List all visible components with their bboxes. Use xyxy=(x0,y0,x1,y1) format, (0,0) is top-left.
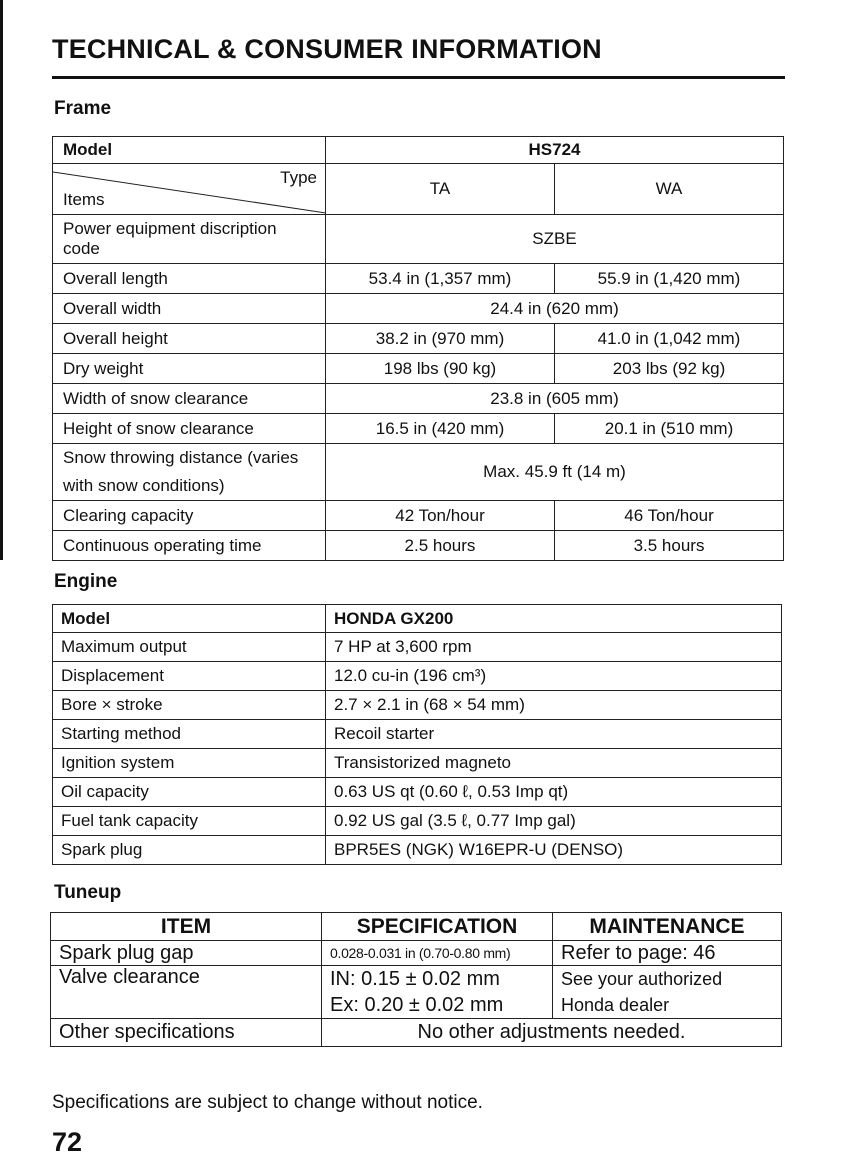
engine-row-label: Maximum output xyxy=(53,633,326,662)
tuneup-row xyxy=(51,966,782,1019)
engine-row xyxy=(53,633,782,662)
frame-row-ta-value: 38.2 in (970 mm) xyxy=(326,324,555,354)
valve-spec-ex: Ex: 0.20 ± 0.02 mm xyxy=(330,994,504,1016)
page-title: TECHNICAL & CONSUMER INFORMATION xyxy=(52,34,602,64)
frame-row-wa-value: 20.1 in (510 mm) xyxy=(555,414,784,444)
frame-model-value: HS724 xyxy=(326,137,784,164)
engine-row-value: 7 HP at 3,600 rpm xyxy=(326,633,782,662)
frame-row-shared-value: SZBE xyxy=(326,215,784,264)
frame-row xyxy=(53,414,784,444)
frame-row-wa-value: 46 Ton/hour xyxy=(555,501,784,531)
engine-row xyxy=(53,691,782,720)
frame-row xyxy=(53,215,784,264)
engine-row-label: Spark plug xyxy=(53,836,326,865)
valve-maintenance-line-1: See your authorized xyxy=(561,969,723,989)
frame-row-label: Dry weight xyxy=(53,354,326,384)
frame-row-label: Overall length xyxy=(53,264,326,294)
engine-row-label: Starting method xyxy=(53,720,326,749)
tuneup-maintenance xyxy=(553,966,782,1019)
tuneup-spec-header: SPECIFICATION xyxy=(322,913,553,941)
frame-row-shared-value: 23.8 in (605 mm) xyxy=(326,384,784,414)
title-rule xyxy=(52,76,785,79)
type-wa-header: WA xyxy=(555,164,784,215)
tuneup-header-row xyxy=(51,913,782,941)
frame-heading: Frame xyxy=(54,98,112,119)
tuneup-heading: Tuneup xyxy=(54,882,122,903)
type-ta-header: TA xyxy=(326,164,555,215)
engine-row-label: Oil capacity xyxy=(53,778,326,807)
tuneup-item: Valve clearance xyxy=(51,966,322,1019)
frame-model-row xyxy=(53,137,784,164)
tuneup-item-header: ITEM xyxy=(51,913,322,941)
engine-row-label: Ignition system xyxy=(53,749,326,778)
frame-row-label: Height of snow clearance xyxy=(53,414,326,444)
engine-row xyxy=(53,836,782,865)
engine-row xyxy=(53,749,782,778)
frame-row xyxy=(53,324,784,354)
tuneup-maintenance: Refer to page: 46 xyxy=(553,941,782,966)
frame-row-wa-value: 55.9 in (1,420 mm) xyxy=(555,264,784,294)
frame-row xyxy=(53,294,784,324)
frame-row-ta-value: 42 Ton/hour xyxy=(326,501,555,531)
engine-row-value: Transistorized magneto xyxy=(326,749,782,778)
engine-row-value: 2.7 × 2.1 in (68 × 54 mm) xyxy=(326,691,782,720)
frame-type-row xyxy=(53,164,784,215)
engine-row-label: Bore × stroke xyxy=(53,691,326,720)
frame-table xyxy=(52,136,784,561)
engine-row xyxy=(53,662,782,691)
frame-row xyxy=(53,444,784,501)
engine-heading: Engine xyxy=(54,571,118,592)
tuneup-table xyxy=(50,912,782,1047)
tuneup-maintenance-header: MAINTENANCE xyxy=(553,913,782,941)
items-header-label: Items xyxy=(63,190,105,209)
engine-row xyxy=(53,720,782,749)
frame-row-label: Width of snow clearance xyxy=(53,384,326,414)
engine-table xyxy=(52,604,782,865)
engine-row-value: BPR5ES (NGK) W16EPR-U (DENSO) xyxy=(326,836,782,865)
tuneup-item: Spark plug gap xyxy=(51,941,322,966)
frame-row-ta-value: 2.5 hours xyxy=(326,531,555,561)
tuneup-item: Other specifications xyxy=(51,1019,322,1047)
frame-row xyxy=(53,501,784,531)
frame-row xyxy=(53,384,784,414)
valve-maintenance-line-2: Honda dealer xyxy=(561,995,670,1015)
frame-row-ta-value: 53.4 in (1,357 mm) xyxy=(326,264,555,294)
tuneup-spec xyxy=(322,966,553,1019)
frame-row-ta-value: 198 lbs (90 kg) xyxy=(326,354,555,384)
frame-row-label: Continuous operating time xyxy=(53,531,326,561)
engine-row xyxy=(53,778,782,807)
frame-row xyxy=(53,264,784,294)
frame-row xyxy=(53,354,784,384)
frame-row-label: Overall width xyxy=(53,294,326,324)
engine-model-value: HONDA GX200 xyxy=(326,605,782,633)
engine-row-value: Recoil starter xyxy=(326,720,782,749)
frame-model-label: Model xyxy=(53,137,326,164)
footnote: Specifications are subject to change without notice. xyxy=(52,1092,483,1113)
engine-row-value: 0.92 US gal (3.5 ℓ, 0.77 Imp gal) xyxy=(326,807,782,836)
margin-rule xyxy=(0,0,3,560)
frame-row-label: Power equipment discription code xyxy=(53,215,326,264)
tuneup-row xyxy=(51,941,782,966)
engine-row xyxy=(53,807,782,836)
engine-row-value: 12.0 cu-in (196 cm³) xyxy=(326,662,782,691)
engine-row-label: Displacement xyxy=(53,662,326,691)
tuneup-note: No other adjustments needed. xyxy=(322,1019,782,1047)
tuneup-row xyxy=(51,1019,782,1047)
tuneup-spec: 0.028-0.031 in (0.70-0.80 mm) xyxy=(322,941,553,966)
engine-row-label: Fuel tank capacity xyxy=(53,807,326,836)
frame-row-wa-value: 3.5 hours xyxy=(555,531,784,561)
frame-row-shared-value: 24.4 in (620 mm) xyxy=(326,294,784,324)
engine-model-label: Model xyxy=(53,605,326,633)
type-items-header xyxy=(53,164,326,215)
frame-row-shared-value: Max. 45.9 ft (14 m) xyxy=(326,444,784,501)
frame-row-wa-value: 203 lbs (92 kg) xyxy=(555,354,784,384)
frame-row-label: Snow throwing distance (varies with snow conditions) xyxy=(53,444,326,501)
engine-model-row xyxy=(53,605,782,633)
frame-row-label: Clearing capacity xyxy=(53,501,326,531)
type-header-label: Type xyxy=(280,168,317,187)
frame-row-ta-value: 16.5 in (420 mm) xyxy=(326,414,555,444)
frame-row-wa-value: 41.0 in (1,042 mm) xyxy=(555,324,784,354)
frame-row-label: Overall height xyxy=(53,324,326,354)
frame-row xyxy=(53,531,784,561)
page-number: 72 xyxy=(52,1127,83,1157)
engine-row-value: 0.63 US qt (0.60 ℓ, 0.53 Imp qt) xyxy=(326,778,782,807)
valve-spec-in: IN: 0.15 ± 0.02 mm xyxy=(330,968,500,990)
